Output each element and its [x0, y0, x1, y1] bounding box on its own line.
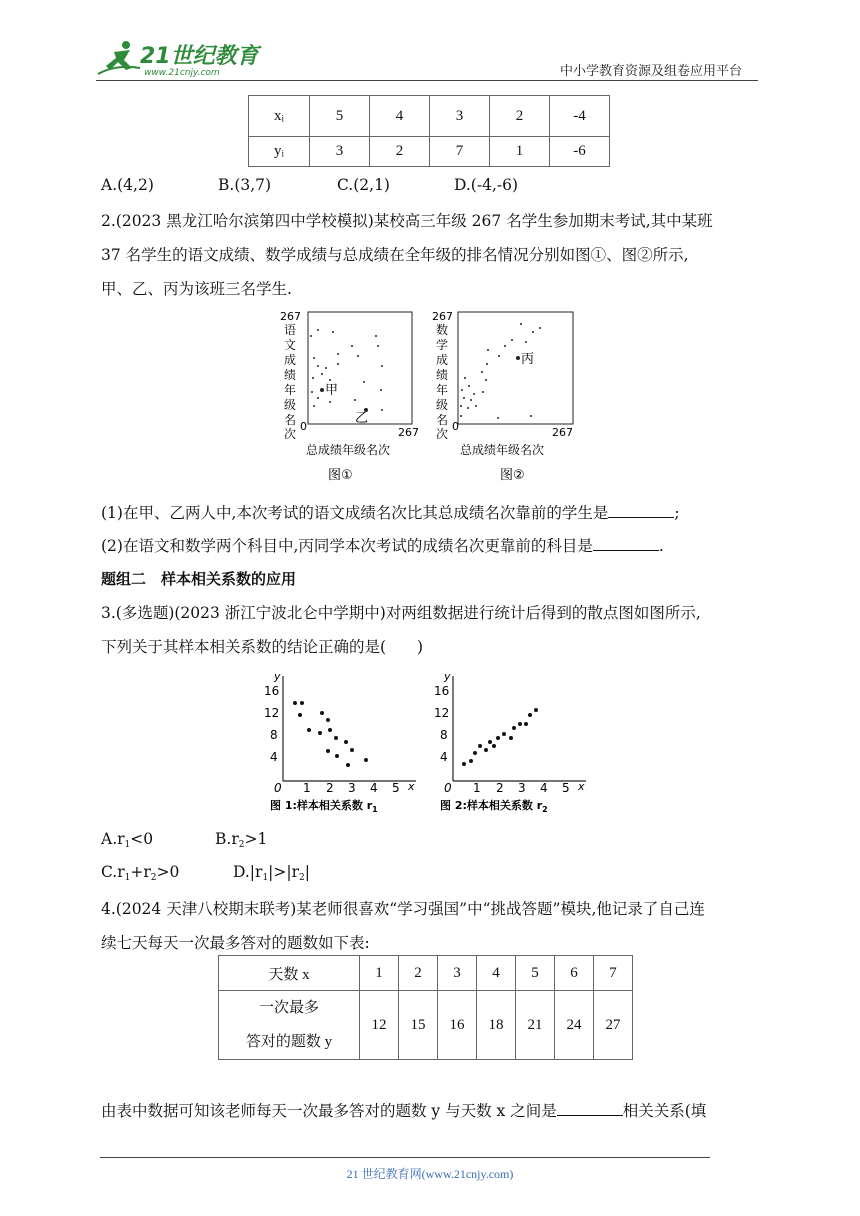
- plot1-ytick: 12: [264, 706, 280, 720]
- plot1-xtick: 4: [370, 781, 378, 795]
- fig1-ymax: 267: [280, 310, 301, 323]
- plot1-points: [293, 701, 368, 767]
- q4-tail-text: 由表中数据可知该老师每天一次最多答对的题数 y 与天数 x 之间是: [101, 1102, 557, 1120]
- fig2-ymax: 267: [432, 310, 453, 323]
- table-cell: 7: [594, 956, 633, 991]
- logo-text: 21世纪教育: [140, 44, 259, 69]
- row2-label-line-2: 答对的题数 y: [245, 1034, 333, 1050]
- fig2-xlabel: 总成绩年级名次: [460, 443, 545, 457]
- plot2-ytick: 4: [440, 750, 448, 764]
- plot1-ytick: 16: [264, 684, 280, 698]
- q3-option-d: D.|r1|>|r2|: [233, 863, 310, 883]
- plot2-xtick: 3: [518, 781, 526, 795]
- fig2-points: [460, 323, 541, 419]
- answer-count-table: [218, 955, 633, 1060]
- plot2-xtick: 5: [562, 781, 570, 795]
- table-cell: 21: [516, 991, 555, 1060]
- answer-blank-1[interactable]: [608, 503, 674, 518]
- plot2-y-axis-label: y: [444, 670, 451, 683]
- question-2-line-2: 37 名学生的语文成绩、数学成绩与总成绩在全年级的排名情况分别如图①、图②所示,: [101, 246, 689, 264]
- question-4-line-2: 续七天每天一次最多答对的题数如下表:: [101, 934, 370, 952]
- table-cell: -4: [550, 96, 610, 137]
- table-cell: 4: [370, 96, 430, 137]
- plot1-y-axis-label: y: [274, 670, 281, 683]
- footer-divider: [100, 1157, 710, 1158]
- fig1-xlabel: 总成绩年级名次: [306, 443, 391, 457]
- section-title: 题组二 样本相关系数的应用: [101, 570, 297, 588]
- table-header: [219, 991, 360, 1060]
- table-cell: 1: [360, 956, 399, 991]
- plot2-ytick: 12: [434, 706, 450, 720]
- plot1-caption: 图 1:样本相关系数 $r_1$: [270, 799, 378, 814]
- fig2-caption: 图②: [500, 468, 525, 483]
- q4-tail-end: 相关关系(填: [622, 1102, 707, 1120]
- plot2-xtick: 4: [540, 781, 548, 795]
- question-2-line-1: 2.(2023 黑龙江哈尔滨第四中学校模拟)某校高三年级 267 名学生参加期末考试,其中某班: [101, 212, 713, 230]
- plot1-ytick: 4: [270, 750, 278, 764]
- plot2-ytick: 16: [434, 684, 450, 698]
- q3-option-c: C.r1+r2>0: [101, 863, 180, 883]
- table-cell: 5: [516, 956, 555, 991]
- plot2-caption: 图 2:样本相关系数 $r_2$: [440, 799, 548, 814]
- question-2-line-3: 甲、乙、丙为该班三名学生.: [101, 280, 292, 298]
- table-cell: 2: [399, 956, 438, 991]
- question-4-tail: [101, 1099, 706, 1121]
- site-logo: [96, 38, 266, 80]
- fig1-ylabel: 语文成绩年级名次: [284, 323, 297, 441]
- fig1-xmax: 267: [398, 426, 419, 439]
- table-cell: 16: [438, 991, 477, 1060]
- answer-blank-3[interactable]: [557, 1101, 623, 1116]
- header-platform-text: 中小学教育资源及组卷应用平台: [560, 64, 743, 79]
- fig2-origin: 0: [452, 420, 459, 433]
- fig2-xmax: 267: [552, 426, 573, 439]
- plot1-xtick: 1: [303, 781, 311, 795]
- label-yi: 乙: [355, 411, 369, 426]
- question-4-line-1: 4.(2024 天津八校期末联考)某老师很喜欢“学习强国”中“挑战答题”模块,他记录了自己连: [101, 900, 705, 918]
- table-cell: 1: [490, 137, 550, 167]
- question-3-line-1: 3.(多选题)(2023 浙江宁波北仑中学期中)对两组数据进行统计后得到的散点图如图所示,: [101, 604, 701, 622]
- footer-link[interactable]: 21 世纪教育网(www.21cnjy.com): [346, 1167, 514, 1181]
- plot2-origin: 0: [444, 781, 452, 795]
- plot1-xtick: 5: [392, 781, 400, 795]
- plot1-xtick: 2: [326, 781, 334, 795]
- table-cell: 15: [399, 991, 438, 1060]
- table-cell: 3: [310, 137, 370, 167]
- option-c: C.(2,1): [337, 176, 390, 194]
- xy-data-table: [248, 95, 610, 167]
- question-2-sub-2: [101, 534, 664, 556]
- option-b: B.(3,7): [218, 176, 272, 194]
- plot2-x-axis-label: x: [578, 780, 585, 793]
- logo-url: www.21cnjy.com: [144, 68, 220, 78]
- option-a: A.(4,2): [101, 176, 154, 194]
- fig1-caption: 图①: [328, 468, 353, 483]
- plot2-xtick: 1: [473, 781, 481, 795]
- table-cell: -6: [550, 137, 610, 167]
- table-cell: 18: [477, 991, 516, 1060]
- table-cell: 3: [430, 96, 490, 137]
- fig1-origin: 0: [300, 420, 307, 433]
- table-cell: 27: [594, 991, 633, 1060]
- plot1-x-axis-label: x: [408, 780, 415, 793]
- q3-option-a: A.r1<0: [101, 830, 154, 850]
- plot1-origin: 0: [274, 781, 282, 795]
- correlation-scatter-plots: [264, 666, 598, 824]
- table-cell: 3: [438, 956, 477, 991]
- rank-scatter-figures: [278, 306, 588, 495]
- table-cell: 4: [477, 956, 516, 991]
- table-cell: 5: [310, 96, 370, 137]
- table-cell: 7: [430, 137, 490, 167]
- table-header: 天数 x: [219, 956, 360, 991]
- plot2-xtick: 2: [496, 781, 504, 795]
- table-row-label: xᵢ: [249, 96, 310, 137]
- table-cell: 6: [555, 956, 594, 991]
- sub1-text: (1)在甲、乙两人中,本次考试的语文成绩名次比其总成绩名次靠前的学生是: [101, 504, 609, 522]
- header-divider: [96, 80, 758, 81]
- fig2-ylabel: 数学成绩年级名次: [436, 323, 449, 441]
- sub1-end: ;: [674, 504, 680, 522]
- label-bing: 丙: [521, 352, 535, 367]
- label-jia: 甲: [325, 383, 339, 398]
- table-cell: 12: [360, 991, 399, 1060]
- table-cell: 24: [555, 991, 594, 1060]
- answer-blank-2[interactable]: [593, 536, 659, 551]
- table-cell: 2: [490, 96, 550, 137]
- plot1-xtick: 3: [348, 781, 356, 795]
- sub2-end: .: [658, 537, 664, 555]
- fig1-points: [310, 329, 383, 412]
- table-row-label: yᵢ: [249, 137, 310, 167]
- row2-label-line-1: 一次最多: [258, 1000, 319, 1016]
- option-d: D.(-4,-6): [454, 176, 519, 194]
- question-3-line-2: 下列关于其样本相关系数的结论正确的是( ): [101, 638, 424, 656]
- plot2-points: [462, 708, 538, 766]
- q3-option-b: B.r2>1: [215, 830, 268, 850]
- plot2-ytick: 8: [440, 728, 448, 742]
- table-cell: 2: [370, 137, 430, 167]
- plot1-ytick: 8: [270, 728, 278, 742]
- question-2-sub-1: [101, 501, 680, 523]
- sub2-text: (2)在语文和数学两个科目中,丙同学本次考试的成绩名次更靠前的科目是: [101, 537, 593, 555]
